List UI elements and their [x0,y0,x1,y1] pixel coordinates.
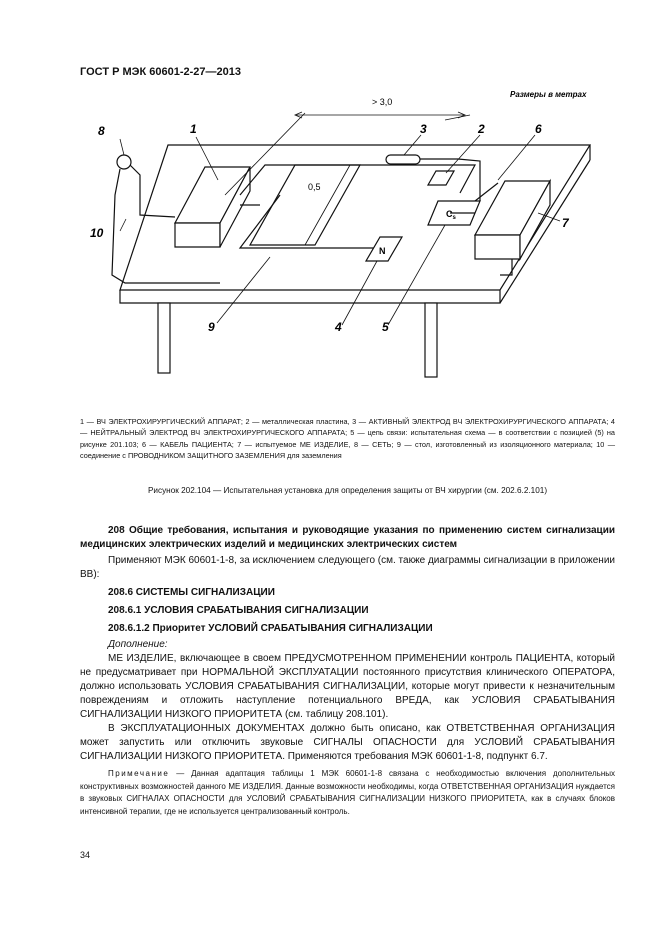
note-text: — Данная адаптация таблицы 1 МЭК 60601-1-8 связана с необходимостью включения дополнительных конструктивных возможностей данного МЕ ИЗДЕЛИЯ. Данные возможности необходимы, когда ОТВЕТСТВЕННАЯ ОРГАНИЗАЦИЯ нуждается в звуковых СИГНАЛАХ ОПАСНОСТИ для УСЛОВИЙ СРАБАТЫВАНИЯ СИГНАЛИЗАЦИИ НИЗКОГО ПРИОРИТЕТА, как в случаях блоков интенсивной терапии, где не используется централизованный контроль. [80,769,615,816]
subsection-heading-208-6-1-2: 208.6.1.2 Приоритет УСЛОВИЙ СРАБАТЫВАНИЯ СИГНАЛИЗАЦИИ [108,623,433,634]
callout-4: 4 [335,320,342,334]
coupling-circuit-label: $C_s$ [446,209,456,221]
callout-7: 7 [562,216,569,230]
test-setup-figure [80,85,620,415]
subsection-heading-208-6: 208.6 СИСТЕМЫ СИГНАЛИЗАЦИИ [108,587,275,598]
test-setup-drawing [80,85,620,415]
dimension-short-label: 0,5 [308,182,321,192]
applicable-paragraph: Применяют МЭК 60601-1-8, за исключением следующего (см. также диаграммы сигнализации в приложении ВВ): [80,555,616,580]
units-note: Размеры в метрах [510,90,587,99]
callout-6: 6 [535,122,542,136]
paragraph-me-equipment: МЕ ИЗДЕЛИЕ, включающее в своем ПРЕДУСМОТРЕННОМ ПРИМЕНЕНИИ контроль ПАЦИЕНТА, который не предусматривает при НОРМАЛЬНОЙ ЭКСПЛУАТАЦИИ постоянного присутствия клинического ОПЕРАТОРА, должно использовать УСЛОВИЯ СРАБАТЫВАНИЯ СИГНАЛИЗАЦИИ, которые могут привести к незначительным повреждениям и отложить наступление потенциального ВРЕДА, как УСЛОВИЯ СРАБАТЫВАНИЯ СИГНАЛИЗАЦИИ НИЗКОГО ПРИОРИТЕТА (см. таблицу 208.101). [80,653,615,720]
callout-1: 1 [190,122,197,136]
callout-3: 3 [420,122,427,136]
callout-8: 8 [98,124,105,138]
addition-label: Дополнение: [108,639,168,650]
page-header-standard-id: ГОСТ Р МЭК 60601-2-27—2013 [80,66,241,78]
page-number: 34 [80,850,91,860]
dimension-long-label: > 3,0 [372,97,393,107]
paragraph-documents: В ЭКСПЛУАТАЦИОННЫХ ДОКУМЕНТАХ должно быть описано, как ОТВЕТСТВЕННАЯ ОРГАНИЗАЦИЯ может запустить или отключить звуковые СИГНАЛЫ ОПАСНОСТИ для УСЛОВИЙ СРАБАТЫВАНИЯ СИГНАЛИЗАЦИИ НИЗКОГО ПРИОРИТЕТА. Применяются требования МЭК 60601-1-8, подпункт 6.7. [80,723,615,762]
callout-5: 5 [382,320,389,334]
note-label: Примечание [108,769,170,778]
subsection-heading-208-6-1: 208.6.1 УСЛОВИЯ СРАБАТЫВАНИЯ СИГНАЛИЗАЦИИ [108,605,369,616]
section-208 [80,524,615,818]
figure-caption: Рисунок 202.104 — Испытательная установка для определения защиты от ВЧ хирургии (см. 202.6.2.101) [147,486,548,495]
callout-9: 9 [208,320,215,334]
section-heading: 208 Общие требования, испытания и руководящие указания по применению систем сигнализации медицинских электрических изделий и медицинских электрических систем [80,525,615,550]
callout-10: 10 [90,226,104,240]
figure-legend [80,416,615,461]
neutral-electrode-label: N [379,246,386,256]
callout-2: 2 [478,122,485,136]
note-paragraph [80,768,615,818]
figure-legend-text: 1 — ВЧ ЭЛЕКТРОХИРУРГИЧЕСКИЙ АППАРАТ; 2 — металлическая пластина, 3 — АКТИВНЫЙ ЭЛЕКТРОД ВЧ ЭЛЕКТРОХИРУРГИЧЕСКОГО АППАРАТА; 4 — НЕЙТРАЛЬНЫЙ ЭЛЕКТРОД ВЧ ЭЛЕКТРОХИРУРГИЧЕСКОГО АППАРАТА; 5 — цепь связи: испытательная схема — в соответствии с позицией (5) на рисунке 201.103; 6 — КАБЕЛЬ ПАЦИЕНТА; 7 — испытуемое МЕ ИЗДЕЛИЕ, 8 — СЕТЬ; 9 — стол, изготовленный из изоляционного материала; 10 — соединение с ПРОВОДНИКОМ ЗАЩИТНОГО ЗАЗЕМЛЕНИЯ для заземления [80,417,615,460]
